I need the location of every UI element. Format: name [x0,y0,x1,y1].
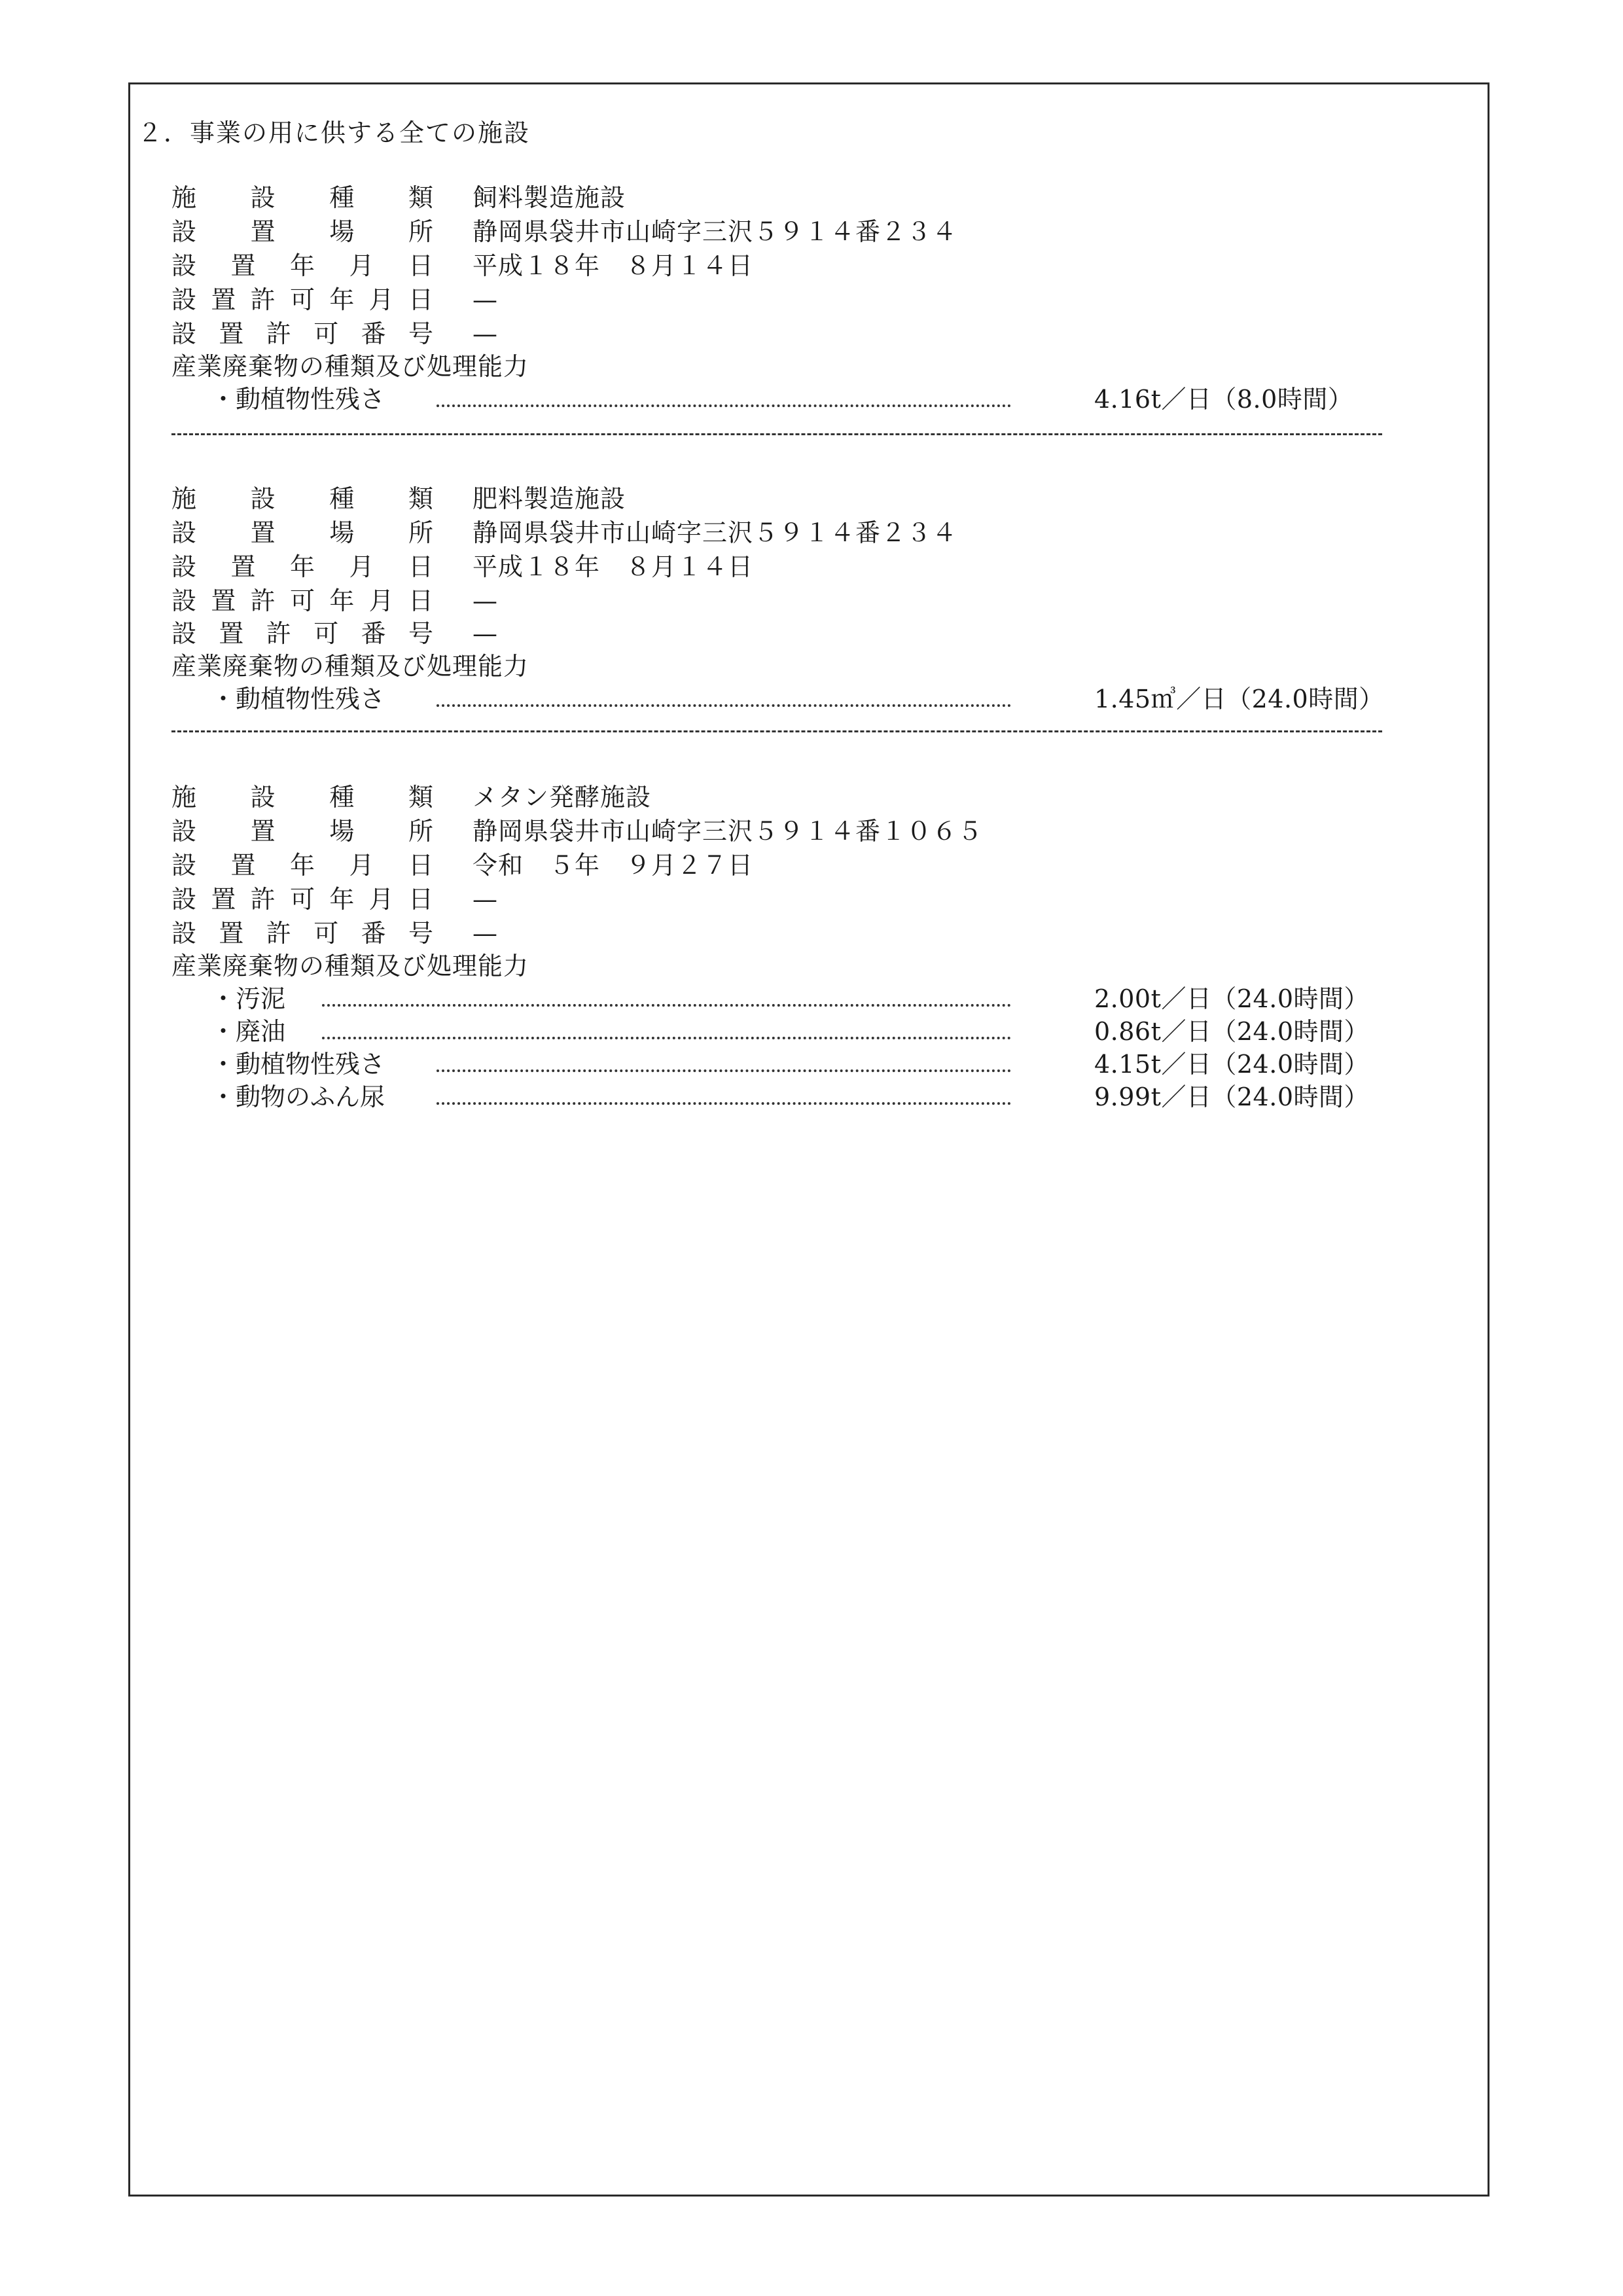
facility-type-row [171,181,626,215]
facility-type-value: 肥料製造施設 [473,484,626,513]
facility-type-label: 施設種類 [171,183,433,212]
waste-capacity: 4.16t／日（8.0時間） [1094,385,1353,414]
waste-name: ・汚泥 [211,984,286,1013]
dot-leader [322,1004,1011,1007]
permit-number-row [171,916,498,950]
facility-type-label: 施設種類 [171,484,433,513]
dot-leader [437,404,1011,407]
facility-type-value: 飼料製造施設 [473,183,626,212]
install-date-value: 平成１８年 ８月１４日 [473,251,754,280]
permit-date-value: — [473,885,498,914]
permit-number-label: 設置許可番号 [171,319,433,348]
permit-number-row [171,317,498,351]
waste-capacity: 2.00t／日（24.0時間） [1094,984,1369,1013]
install-date-row [171,550,754,584]
permit-date-label: 設置許可年月日 [171,885,433,914]
location-row [171,814,984,848]
dot-leader [437,1102,1011,1105]
permit-number-label: 設置許可番号 [171,919,433,948]
separator-line [171,433,1382,435]
permit-date-row [171,283,498,317]
dot-leader [437,704,1011,707]
install-date-value: 令和 ５年 ９月２７日 [473,851,754,880]
location-row [171,215,958,249]
install-date-label: 設置年月日 [171,251,433,280]
location-value: 静岡県袋井市山崎字三沢５９１４番２３４ [473,217,958,246]
install-date-label: 設置年月日 [171,851,433,880]
waste-capacity: 9.99t／日（24.0時間） [1094,1083,1369,1111]
permit-number-value: — [473,619,498,648]
install-date-row [171,249,754,283]
install-date-label: 設置年月日 [171,552,433,581]
waste-capacity: 4.15t／日（24.0時間） [1094,1050,1369,1079]
install-date-value: 平成１８年 ８月１４日 [473,552,754,581]
permit-number-row [171,617,498,651]
permit-number-value: — [473,919,498,948]
permit-date-value: — [473,285,498,314]
waste-capacity: 0.86t／日（24.0時間） [1094,1017,1369,1046]
waste-name: ・動植物性残さ [211,1050,385,1079]
location-row [171,516,958,550]
capacity-title: 産業廃棄物の種類及び処理能力 [171,352,529,381]
location-value: 静岡県袋井市山崎字三沢５９１４番２３４ [473,518,958,547]
location-label: 設置場所 [171,817,433,846]
permit-number-label: 設置許可番号 [171,619,433,648]
permit-date-row [171,882,498,916]
location-label: 設置場所 [171,518,433,547]
waste-name: ・動植物性残さ [211,385,385,414]
location-value: 静岡県袋井市山崎字三沢５９１４番１０６５ [473,817,984,846]
waste-name: ・廃油 [211,1017,286,1046]
permit-date-label: 設置許可年月日 [171,586,433,615]
location-label: 設置場所 [171,217,433,246]
permit-number-value: — [473,319,498,348]
dot-leader [322,1037,1011,1039]
capacity-title: 産業廃棄物の種類及び処理能力 [171,652,529,681]
facility-type-row [171,780,652,814]
permit-date-label: 設置許可年月日 [171,285,433,314]
waste-capacity: 1.45㎥／日（24.0時間） [1094,685,1384,713]
permit-date-row [171,584,498,618]
section-heading: ２．事業の用に供する全ての施設 [137,118,531,147]
facility-type-value: メタン発酵施設 [473,783,652,812]
permit-date-value: — [473,586,498,615]
facility-type-row [171,482,626,516]
waste-name: ・動物のふん尿 [211,1083,385,1111]
capacity-title: 産業廃棄物の種類及び処理能力 [171,952,529,980]
dot-leader [437,1069,1011,1072]
separator-line [171,730,1382,732]
waste-name: ・動植物性残さ [211,685,385,713]
install-date-row [171,848,754,882]
facility-type-label: 施設種類 [171,783,433,812]
